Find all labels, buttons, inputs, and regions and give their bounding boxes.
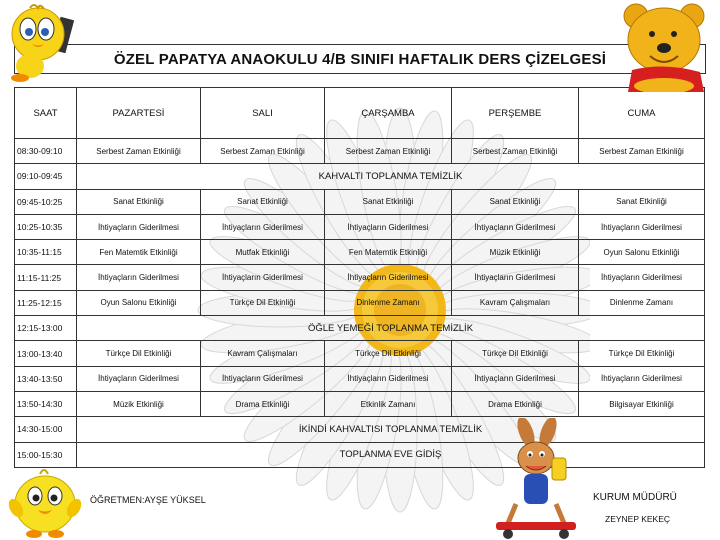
activity-cell: Fen Matemtik Etkinliği [77,240,201,265]
activity-cell: Serbest Zaman Etkinliği [452,139,579,164]
table-row [15,164,705,189]
break-span-cell: İKİNDİ KAHVALTISI TOPLANMA TEMİZLİK [77,417,705,442]
table-row [15,214,705,239]
col-header-pazartesi: PAZARTESİ [77,88,201,139]
table-row [15,290,705,315]
rabbit-mascot-icon [486,418,586,540]
table-row [15,366,705,391]
break-span-cell: TOPLANMA EVE GİDİŞ [77,442,705,467]
table-row [15,417,705,442]
activity-cell: Serbest Zaman Etkinliği [325,139,452,164]
winnie-pooh-mascot-icon [612,0,720,92]
activity-cell: İhtiyaçların Giderilmesi [579,366,705,391]
activity-cell: Dinlenme Zamanı [579,290,705,315]
col-header-cuma: CUMA [579,88,705,139]
table-row [15,265,705,290]
table-row [15,240,705,265]
activity-cell: Sanat Etkinliği [579,189,705,214]
activity-cell: Sanat Etkinliği [77,189,201,214]
break-span-cell: KAHVALTI TOPLANMA TEMİZLİK [77,164,705,189]
activity-cell: İhtiyaçların Giderilmesi [452,366,579,391]
col-header-persembe: PERŞEMBE [452,88,579,139]
table-row [15,442,705,467]
activity-cell: Sanat Etkinliği [452,189,579,214]
activity-cell: Türkçe Dil Etkinliği [452,341,579,366]
time-slot-cell: 13:40-13:50 [15,366,77,391]
break-span-cell: ÖĞLE YEMEĞİ TOPLANMA TEMİZLİK [77,316,705,341]
time-slot-cell: 11:25-12:15 [15,290,77,315]
activity-cell: Mutfak Etkinliği [201,240,325,265]
table-row [15,316,705,341]
time-slot-cell: 09:10-09:45 [15,164,77,189]
title-box [14,44,706,74]
activity-cell: Kavram Çalışmaları [452,290,579,315]
activity-cell: Drama Etkinliği [201,391,325,416]
time-slot-cell: 10:35-11:15 [15,240,77,265]
activity-cell: Sanat Etkinliği [201,189,325,214]
activity-cell: Müzik Etkinliği [77,391,201,416]
activity-cell: Drama Etkinliği [452,391,579,416]
table-row [15,139,705,164]
activity-cell: Müzik Etkinliği [452,240,579,265]
time-slot-cell: 13:00-13:40 [15,341,77,366]
table-row [15,341,705,366]
time-slot-cell: 08:30-09:10 [15,139,77,164]
activity-cell: Türkçe Dil Etkinliği [579,341,705,366]
tweety-mascot-icon [0,0,82,82]
activity-cell: İhtiyaçların Giderilmesi [452,265,579,290]
table-header-row [15,88,705,139]
activity-cell: Etkinlik Zamanı [325,391,452,416]
activity-cell: İhtiyaçların Giderilmesi [579,265,705,290]
activity-cell: Türkçe Dil Etkinliği [201,290,325,315]
activity-cell: Oyun Salonu Etkinliği [579,240,705,265]
teacher-signature: ÖĞRETMEN:AYŞE YÜKSEL [90,495,206,505]
activity-cell: İhtiyaçların Giderilmesi [77,265,201,290]
time-slot-cell: 10:25-10:35 [15,214,77,239]
activity-cell: İhtiyaçların Giderilmesi [77,214,201,239]
activity-cell: İhtiyaçların Giderilmesi [325,366,452,391]
activity-cell: Sanat Etkinliği [325,189,452,214]
activity-cell: Serbest Zaman Etkinliği [201,139,325,164]
time-slot-cell: 15:00-15:30 [15,442,77,467]
time-slot-cell: 14:30-15:00 [15,417,77,442]
table-row [15,189,705,214]
chick-mascot-icon [4,458,86,540]
time-slot-cell: 09:45-10:25 [15,189,77,214]
col-header-carsamba: ÇARŞAMBA [325,88,452,139]
activity-cell: Serbest Zaman Etkinliği [77,139,201,164]
schedule-table [14,87,705,468]
table-row [15,391,705,416]
activity-cell: Kavram Çalışmaları [201,341,325,366]
page-title: ÖZEL PAPATYA ANAOKULU 4/B SINIFI HAFTALIK DERS ÇİZELGESİ [113,50,607,68]
activity-cell: İhtiyaçların Giderilmesi [579,214,705,239]
activity-cell: Dinlenme Zamanı [325,290,452,315]
activity-cell: Serbest Zaman Etkinliği [579,139,705,164]
activity-cell: Oyun Salonu Etkinliği [77,290,201,315]
activity-cell: İhtiyaçların Giderilmesi [452,214,579,239]
time-slot-cell: 11:15-11:25 [15,265,77,290]
time-slot-cell: 13:50-14:30 [15,391,77,416]
activity-cell: Bilgisayar Etkinliği [579,391,705,416]
principal-title: KURUM MÜDÜRÜ [593,492,677,503]
activity-cell: İhtiyaçların Giderilmesi [201,214,325,239]
activity-cell: İhtiyaçların Giderilmesi [201,366,325,391]
activity-cell: Türkçe Dil Etkinliği [77,341,201,366]
col-header-sali: SALI [201,88,325,139]
time-slot-cell: 12:15-13:00 [15,316,77,341]
activity-cell: İhtiyaçların Giderilmesi [325,214,452,239]
principal-name: ZEYNEP KEKEÇ [605,514,671,524]
activity-cell: İhtiyaçların Giderilmesi [201,265,325,290]
activity-cell: İhtiyaçların Giderilmesi [77,366,201,391]
activity-cell: Fen Matemtik Etkinliği [325,240,452,265]
col-header-saat: SAAT [15,88,77,139]
activity-cell: İhtiyaçların Giderilmesi [325,265,452,290]
activity-cell: Türkçe Dil Etkinliği [325,341,452,366]
